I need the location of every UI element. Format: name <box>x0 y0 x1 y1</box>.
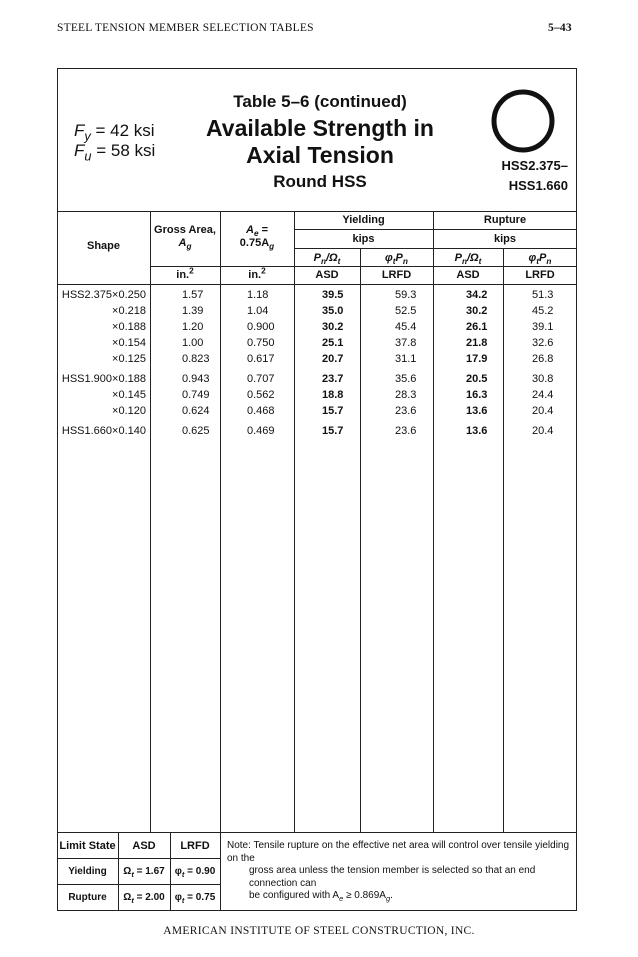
fu-label <box>74 141 156 164</box>
footer-rule-1 <box>57 858 220 859</box>
header-bottom-rule <box>57 284 577 285</box>
cell-shape: ×0.125 <box>112 353 146 365</box>
col-header-rupt-asd-symbol <box>433 252 503 265</box>
footer-rupt-lrfd <box>170 891 220 904</box>
unit-rupt-lrfd: LRFD <box>525 269 555 281</box>
table-subtitle: Round HSS <box>273 172 367 191</box>
cell-rupture-lrfd: 30.8 <box>532 373 554 385</box>
col-divider-rupture <box>433 211 434 832</box>
cell-rupture-asd: 20.5 <box>466 373 488 385</box>
pn-symbol: P <box>539 252 547 264</box>
footnote-line-2: gross area unless the tension member is selected so that an end connection can <box>249 865 536 889</box>
cell-shape: HSS2.375×0.250 <box>61 289 146 301</box>
phi-value: = 0.90 <box>184 866 216 877</box>
unit-sup: 2 <box>261 266 266 276</box>
cell-yield-lrfd: 23.6 <box>395 405 417 417</box>
col-header-ae <box>220 224 294 250</box>
footer-top-rule <box>57 832 577 833</box>
cell-effective-area: 0.750 <box>247 337 275 349</box>
footer-limit-state: Limit State <box>59 840 116 852</box>
omega-symbol: /Ω <box>325 252 338 264</box>
unit-yield-lrfd: LRFD <box>381 269 412 281</box>
footer-asd: ASD <box>132 840 156 852</box>
cell-yield-lrfd: 23.6 <box>395 425 417 437</box>
phi-symbol: φ <box>528 252 537 264</box>
cell-yield-lrfd: 59.3 <box>395 289 417 301</box>
cell-effective-area: 0.707 <box>247 373 275 385</box>
unit-sup: 2 <box>189 266 194 276</box>
cell-effective-area: 0.900 <box>247 321 275 333</box>
fu-value: = 58 ksi <box>91 141 156 160</box>
group-header-yielding: Yielding <box>342 214 385 226</box>
phi-value: = 0.75 <box>184 892 216 903</box>
cell-yield-asd: 39.5 <box>322 289 344 301</box>
group-header-rupture: Rupture <box>483 214 527 226</box>
cell-shape: ×0.145 <box>112 389 146 401</box>
rupture-units: kips <box>493 233 516 245</box>
shape-range-line1: HSS2.375– <box>501 158 568 173</box>
table-frame <box>57 68 577 911</box>
cell-rupture-lrfd: 20.4 <box>532 425 554 437</box>
publisher-credit: AMERICAN INSTITUTE OF STEEL CONSTRUCTION, INC. <box>163 925 475 937</box>
ae-equals: = <box>258 224 269 236</box>
fy-sub: y <box>84 128 91 144</box>
table-number: Table 5–6 (continued) <box>233 92 407 111</box>
fu-sub: u <box>84 148 92 164</box>
cell-effective-area: 0.617 <box>247 353 275 365</box>
omega-symbol: Ω <box>123 892 132 903</box>
pn-sub: n <box>461 257 467 267</box>
cell-shape: ×0.154 <box>112 337 146 349</box>
omega-sub: t <box>478 257 482 267</box>
cell-gross-area: 0.823 <box>182 353 210 365</box>
cell-rupture-lrfd: 45.2 <box>532 305 554 317</box>
footnote-line-3 <box>227 890 572 903</box>
cell-shape: ×0.120 <box>112 405 146 417</box>
cell-shape: ×0.218 <box>112 305 146 317</box>
cell-shape: ×0.188 <box>112 321 146 333</box>
ae-symbol: A <box>245 224 254 236</box>
col-divider-shape <box>150 211 151 832</box>
unit-yield-asd: ASD <box>315 269 339 281</box>
ae-formula-sub: g <box>269 242 275 252</box>
cell-yield-lrfd: 35.6 <box>395 373 417 385</box>
pn-sub: n <box>320 257 326 267</box>
cell-effective-area: 0.469 <box>247 425 275 437</box>
running-head-title: STEEL TENSION MEMBER SELECTION TABLES <box>57 22 314 34</box>
cell-gross-area: 0.943 <box>182 373 210 385</box>
symbol-rule <box>294 248 577 249</box>
pn-symbol: P <box>395 252 403 264</box>
cell-rupture-lrfd: 20.4 <box>532 405 554 417</box>
ae-sub: e <box>253 229 259 239</box>
cell-yield-lrfd: 37.8 <box>395 337 417 349</box>
gross-area-symbol: A <box>178 237 187 249</box>
cell-rupture-lrfd: 32.6 <box>532 337 554 349</box>
unit-ae <box>220 266 294 282</box>
cell-rupture-lrfd: 24.4 <box>532 389 554 401</box>
footer-rupt-asd <box>118 891 170 904</box>
footer-rule-2 <box>57 884 220 885</box>
footnote-sub-e: e <box>339 894 344 903</box>
cell-yield-asd: 15.7 <box>322 425 344 437</box>
cell-yield-lrfd: 31.1 <box>395 353 417 365</box>
phi-symbol: φ <box>174 892 182 903</box>
unit-rupt-asd: ASD <box>456 269 480 281</box>
col-divider-yield <box>360 248 361 832</box>
phi-sub: t <box>181 896 185 905</box>
header-top-rule <box>57 211 577 212</box>
phi-symbol: φ <box>174 866 182 877</box>
col-header-yield-asd-symbol <box>294 252 360 265</box>
phi-sub: t <box>536 257 540 267</box>
gross-area-label: Gross Area, <box>154 224 216 236</box>
cell-rupture-lrfd: 39.1 <box>532 321 554 333</box>
footer-col-3 <box>220 832 221 911</box>
phi-sub: t <box>392 257 396 267</box>
omega-value: = 2.00 <box>133 892 165 903</box>
col-header-yield-lrfd-symbol <box>360 252 433 265</box>
col-header-rupt-lrfd-symbol <box>503 252 577 265</box>
cell-yield-lrfd: 45.4 <box>395 321 417 333</box>
unit-text: in. <box>248 269 262 281</box>
footnote-line-3a: be configured with A <box>249 890 340 901</box>
cell-rupture-asd: 13.6 <box>466 425 488 437</box>
cell-effective-area: 1.18 <box>247 289 269 301</box>
col-divider-ae <box>294 211 295 832</box>
cell-gross-area: 0.625 <box>182 425 210 437</box>
yielding-units: kips <box>352 233 375 245</box>
cell-rupture-asd: 21.8 <box>466 337 488 349</box>
footnote-line-3b: ≥ 0.869A <box>343 890 386 901</box>
cell-effective-area: 0.562 <box>247 389 275 401</box>
cell-rupture-asd: 34.2 <box>466 289 488 301</box>
cell-gross-area: 1.20 <box>182 321 204 333</box>
cell-gross-area: 1.57 <box>182 289 204 301</box>
cell-rupture-asd: 16.3 <box>466 389 488 401</box>
table-title-line2: Axial Tension <box>246 142 394 168</box>
cell-gross-area: 0.624 <box>182 405 210 417</box>
round-hss-icon <box>488 86 558 156</box>
cell-rupture-lrfd: 26.8 <box>532 353 554 365</box>
shape-range-line2: HSS1.660 <box>508 178 568 193</box>
gross-area-sub: g <box>186 242 192 252</box>
pn-sub: n <box>402 257 408 267</box>
cell-yield-asd: 15.7 <box>322 405 344 417</box>
page-number: 5–43 <box>548 22 572 34</box>
kips-rule <box>294 229 577 230</box>
cell-gross-area: 1.39 <box>182 305 204 317</box>
unit-text: in. <box>176 269 190 281</box>
cell-shape: HSS1.660×0.140 <box>61 425 146 437</box>
cell-effective-area: 1.04 <box>247 305 269 317</box>
phi-sub: t <box>181 870 185 879</box>
fy-label <box>74 121 155 144</box>
ae-formula: 0.75A <box>239 237 270 249</box>
footnote-sub-g: g <box>385 894 391 903</box>
footer-yield-asd <box>118 865 170 878</box>
fy-value: = 42 ksi <box>90 121 155 140</box>
cell-yield-asd: 18.8 <box>322 389 344 401</box>
cell-yield-lrfd: 52.5 <box>395 305 417 317</box>
footnote-line-3c: . <box>390 890 393 901</box>
cell-yield-asd: 30.2 <box>322 321 344 333</box>
cell-yield-asd: 20.7 <box>322 353 344 365</box>
phi-symbol: φ <box>385 252 393 264</box>
footnote-line-1: Note: Tensile rupture on the effective net area will control over tensile yielding on the <box>227 840 570 864</box>
fy-symbol: F <box>74 121 85 140</box>
unit-ag <box>150 266 220 282</box>
omega-sub: t <box>131 896 134 905</box>
col-header-shape: Shape <box>86 240 120 252</box>
units-rule <box>150 266 577 267</box>
col-divider-rupt <box>503 248 504 832</box>
cell-effective-area: 0.468 <box>247 405 275 417</box>
cell-rupture-asd: 17.9 <box>466 353 488 365</box>
cell-gross-area: 0.749 <box>182 389 210 401</box>
footer-rupture: Rupture <box>68 892 107 903</box>
footer-yield-lrfd <box>170 865 220 878</box>
cell-yield-lrfd: 28.3 <box>395 389 417 401</box>
col-header-gross-area <box>150 224 220 250</box>
cell-gross-area: 1.00 <box>182 337 204 349</box>
pn-sub: n <box>546 257 552 267</box>
cell-rupture-asd: 13.6 <box>466 405 488 417</box>
omega-value: = 1.67 <box>133 866 165 877</box>
cell-rupture-lrfd: 51.3 <box>532 289 554 301</box>
omega-sub: t <box>337 257 341 267</box>
cell-shape: HSS1.900×0.188 <box>61 373 146 385</box>
table-title-line1: Available Strength in <box>206 115 434 141</box>
cell-rupture-asd: 26.1 <box>466 321 488 333</box>
cell-yield-asd: 23.7 <box>322 373 344 385</box>
omega-sub: t <box>131 870 134 879</box>
fu-symbol: F <box>74 141 85 160</box>
omega-symbol: Ω <box>123 866 132 877</box>
omega-symbol: /Ω <box>466 252 479 264</box>
footnote <box>227 840 572 903</box>
footer-lrfd: LRFD <box>180 840 210 852</box>
pn-symbol: P <box>454 252 462 264</box>
cell-yield-asd: 35.0 <box>322 305 344 317</box>
pn-symbol: P <box>313 252 321 264</box>
cell-yield-asd: 25.1 <box>322 337 344 349</box>
footer-yielding: Yielding <box>68 866 107 877</box>
cell-rupture-asd: 30.2 <box>466 305 488 317</box>
